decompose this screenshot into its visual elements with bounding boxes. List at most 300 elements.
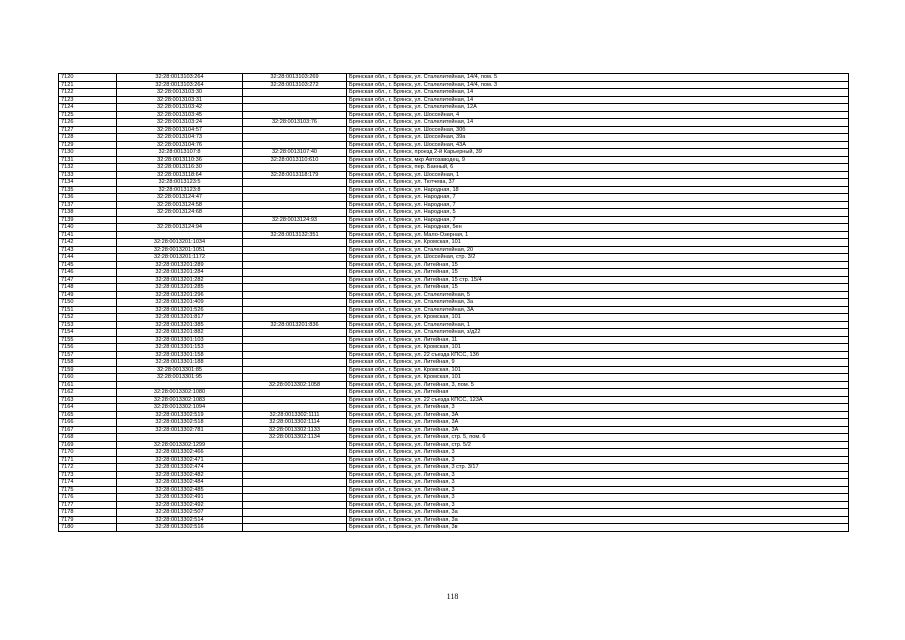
table-row xyxy=(59,434,849,442)
parent-cadastral-number-cell xyxy=(243,396,347,404)
table-row xyxy=(59,269,849,277)
address-cell: Брянская обл., г. Брянск, ул. Литейная, 3 xyxy=(347,456,849,464)
record-number-cell: 7178 xyxy=(59,509,117,517)
address-cell: Брянская обл., г. Брянск, ул. Шоссейная, 43А xyxy=(347,141,849,149)
parent-cadastral-number-cell xyxy=(243,284,347,292)
record-number-cell: 7132 xyxy=(59,164,117,172)
record-number-cell: 7149 xyxy=(59,291,117,299)
cadastral-number-cell: 32:28:0013123:5 xyxy=(117,179,243,187)
parent-cadastral-number-cell xyxy=(243,96,347,104)
cadastral-number-cell: 32:28:0013301:188 xyxy=(117,359,243,367)
parent-cadastral-number-cell: 32:28:0013110:610 xyxy=(243,156,347,164)
record-number-cell: 7176 xyxy=(59,494,117,502)
address-cell: Брянская обл., г. Брянск, ул. Народная, 7 xyxy=(347,194,849,202)
record-number-cell: 7122 xyxy=(59,89,117,97)
cadastral-number-cell: 32:28:0013201:817 xyxy=(117,314,243,322)
cadastral-number-cell: 32:28:0013302:781 xyxy=(117,426,243,434)
parent-cadastral-number-cell xyxy=(243,441,347,449)
table-row xyxy=(59,321,849,329)
table-row xyxy=(59,299,849,307)
record-number-cell: 7145 xyxy=(59,261,117,269)
cadastral-number-cell: 32:28:0013123:8 xyxy=(117,186,243,194)
record-number-cell: 7165 xyxy=(59,411,117,419)
cadastral-number-cell: 32:28:0013302:491 xyxy=(117,494,243,502)
table-row xyxy=(59,524,849,532)
parent-cadastral-number-cell xyxy=(243,246,347,254)
parent-cadastral-number-cell xyxy=(243,389,347,397)
table-row xyxy=(59,276,849,284)
parent-cadastral-number-cell xyxy=(243,269,347,277)
parent-cadastral-number-cell: 32:28:0013107:40 xyxy=(243,149,347,157)
address-cell: Брянская обл., г. Брянск, мкр Автозаводец, 9 xyxy=(347,156,849,164)
address-cell: Брянская обл., г. Брянск, ул. Литейная, стр. 5/2 xyxy=(347,441,849,449)
address-cell: Брянская обл., г. Брянск, ул. Сталелитейная, 14 xyxy=(347,89,849,97)
parent-cadastral-number-cell: 32:28:0013302:1133 xyxy=(243,426,347,434)
cadastral-number-cell: 32:28:0013302:1299 xyxy=(117,441,243,449)
cadastral-number-cell: 32:28:0013124:58 xyxy=(117,201,243,209)
parent-cadastral-number-cell xyxy=(243,314,347,322)
parent-cadastral-number-cell xyxy=(243,494,347,502)
address-cell: Брянская обл., г. Брянск, ул. Литейная, 3в xyxy=(347,524,849,532)
parent-cadastral-number-cell: 32:28:0013201:836 xyxy=(243,321,347,329)
cadastral-number-cell: 32:28:0013301:103 xyxy=(117,336,243,344)
parent-cadastral-number-cell xyxy=(243,239,347,247)
address-cell: Брянская обл., г. Брянск, ул. Кромская, 101 xyxy=(347,314,849,322)
address-cell: Брянская обл., г. Брянск, ул. Шоссейная, стр. 3/2 xyxy=(347,254,849,262)
cadastral-number-cell: 32:28:0013103:42 xyxy=(117,104,243,112)
parent-cadastral-number-cell xyxy=(243,479,347,487)
record-number-cell: 7156 xyxy=(59,344,117,352)
parent-cadastral-number-cell xyxy=(243,449,347,457)
cadastral-number-cell: 32:28:0013110:36 xyxy=(117,156,243,164)
table-row xyxy=(59,201,849,209)
cadastral-number-cell: 32:28:0013104:57 xyxy=(117,126,243,134)
record-number-cell: 7133 xyxy=(59,171,117,179)
cadastral-number-cell: 32:28:0013302:484 xyxy=(117,479,243,487)
table-row xyxy=(59,449,849,457)
record-number-cell: 7152 xyxy=(59,314,117,322)
cadastral-number-cell: 32:28:0013302:1083 xyxy=(117,396,243,404)
address-cell: Брянская обл., г. Брянск, ул. Литейная, 3а xyxy=(347,509,849,517)
table-row xyxy=(59,194,849,202)
record-number-cell: 7170 xyxy=(59,449,117,457)
cadastral-number-cell: 32:28:0013302:1080 xyxy=(117,389,243,397)
address-cell: Брянская обл., г. Брянск, ул. Литейная, 3 xyxy=(347,479,849,487)
parent-cadastral-number-cell: 32:28:0013124:93 xyxy=(243,216,347,224)
record-number-cell: 7137 xyxy=(59,201,117,209)
address-cell: Брянская обл., г. Брянск, ул. Сталелитейная, 5 xyxy=(347,291,849,299)
record-number-cell: 7167 xyxy=(59,426,117,434)
table-row xyxy=(59,366,849,374)
address-cell: Брянская обл., г. Брянск, ул. Литейная xyxy=(347,389,849,397)
table-row xyxy=(59,96,849,104)
table-row xyxy=(59,209,849,217)
record-number-cell: 7174 xyxy=(59,479,117,487)
address-cell: Брянская обл., г. Брянск, ул. Сталелитейная, 14/4, пом. 3 xyxy=(347,81,849,89)
record-number-cell: 7153 xyxy=(59,321,117,329)
cadastral-number-cell: 32:28:0013104:76 xyxy=(117,141,243,149)
table-row xyxy=(59,351,849,359)
table-row xyxy=(59,216,849,224)
record-number-cell: 7154 xyxy=(59,329,117,337)
parent-cadastral-number-cell xyxy=(243,291,347,299)
address-cell: Брянская обл., г. Брянск, проезд 2-й Карьерный, 39 xyxy=(347,149,849,157)
address-cell: Брянская обл., г. Брянск, ул. Литейная, 3А xyxy=(347,411,849,419)
parent-cadastral-number-cell: 32:28:0013103:272 xyxy=(243,81,347,89)
address-cell: Брянская обл., г. Брянск, ул. 22 съезда КПСС, 123А xyxy=(347,396,849,404)
cadastral-number-cell: 32:28:0013104:73 xyxy=(117,134,243,142)
address-cell: Брянская обл., г. Брянск, ул. Народная, 5ен xyxy=(347,224,849,232)
record-number-cell: 7125 xyxy=(59,111,117,119)
cadastral-number-cell: 32:28:0013301:95 xyxy=(117,374,243,382)
address-cell: Брянская обл., г. Брянск, ул. Сталелитейная, 14 xyxy=(347,96,849,104)
address-cell: Брянская обл., г. Брянск, ул. Литейная, 15 xyxy=(347,261,849,269)
record-number-cell: 7163 xyxy=(59,396,117,404)
address-cell: Брянская обл., г. Брянск, ул. Народная, 5 xyxy=(347,209,849,217)
record-number-cell: 7162 xyxy=(59,389,117,397)
parent-cadastral-number-cell xyxy=(243,509,347,517)
record-number-cell: 7143 xyxy=(59,246,117,254)
cadastral-number-cell: 32:28:0013302:485 xyxy=(117,486,243,494)
address-cell: Брянская обл., г. Брянск, ул. Литейная, 3 xyxy=(347,471,849,479)
address-cell: Брянская обл., г. Брянск, ул. Сталелитейная, 14 xyxy=(347,119,849,127)
record-number-cell: 7150 xyxy=(59,299,117,307)
record-number-cell: 7140 xyxy=(59,224,117,232)
parent-cadastral-number-cell xyxy=(243,471,347,479)
address-cell: Брянская обл., г. Брянск, ул. Сталелитейная, 3А xyxy=(347,306,849,314)
table-row xyxy=(59,74,849,82)
address-cell: Брянская обл., г. Брянск, ул. Шоссейная, 30б xyxy=(347,126,849,134)
parent-cadastral-number-cell xyxy=(243,89,347,97)
table-row xyxy=(59,381,849,389)
parent-cadastral-number-cell xyxy=(243,344,347,352)
record-number-cell: 7135 xyxy=(59,186,117,194)
record-number-cell: 7157 xyxy=(59,351,117,359)
record-number-cell: 7128 xyxy=(59,134,117,142)
cadastral-number-cell: 32:28:0013301:158 xyxy=(117,351,243,359)
cadastral-number-cell: 32:28:0013201:1051 xyxy=(117,246,243,254)
table-row xyxy=(59,81,849,89)
cadastral-number-cell: 32:28:0013103:24 xyxy=(117,119,243,127)
cadastral-number-cell: 32:28:0013201:284 xyxy=(117,269,243,277)
registry-table xyxy=(58,73,849,532)
table-row xyxy=(59,486,849,494)
record-number-cell: 7126 xyxy=(59,119,117,127)
record-number-cell: 7151 xyxy=(59,306,117,314)
record-number-cell: 7166 xyxy=(59,419,117,427)
address-cell: Брянская обл., г. Брянск, ул. Литейная, 3А xyxy=(347,419,849,427)
table-row xyxy=(59,509,849,517)
table-row xyxy=(59,464,849,472)
cadastral-number-cell: 32:28:0013302:519 xyxy=(117,411,243,419)
record-number-cell: 7120 xyxy=(59,74,117,82)
parent-cadastral-number-cell xyxy=(243,186,347,194)
table-row xyxy=(59,329,849,337)
address-cell: Брянская обл., г. Брянск, ул. Литейная, 11 xyxy=(347,336,849,344)
parent-cadastral-number-cell xyxy=(243,404,347,412)
address-cell: Брянская обл., г. Брянск, ул. Сталелитейная, 14/4, пом. 5 xyxy=(347,74,849,82)
record-number-cell: 7124 xyxy=(59,104,117,112)
record-number-cell: 7139 xyxy=(59,216,117,224)
address-cell: Брянская обл., г. Брянск, ул. Литейная, 3 xyxy=(347,501,849,509)
table-row xyxy=(59,179,849,187)
parent-cadastral-number-cell: 32:28:0013103:76 xyxy=(243,119,347,127)
parent-cadastral-number-cell xyxy=(243,111,347,119)
address-cell: Брянская обл., г. Брянск, ул. Литейная, 3 xyxy=(347,486,849,494)
parent-cadastral-number-cell xyxy=(243,194,347,202)
record-number-cell: 7161 xyxy=(59,381,117,389)
address-cell: Брянская обл., г. Брянск, ул. Литейная, 3 xyxy=(347,404,849,412)
table-row xyxy=(59,479,849,487)
record-number-cell: 7173 xyxy=(59,471,117,479)
address-cell: Брянская обл., г. Брянск, ул. Сталелитейная, з/д22 xyxy=(347,329,849,337)
parent-cadastral-number-cell xyxy=(243,336,347,344)
parent-cadastral-number-cell: 32:28:0013302:1058 xyxy=(243,381,347,389)
table-row xyxy=(59,419,849,427)
record-number-cell: 7144 xyxy=(59,254,117,262)
record-number-cell: 7131 xyxy=(59,156,117,164)
cadastral-number-cell: 32:28:0013116:30 xyxy=(117,164,243,172)
cadastral-number-cell: 32:28:0013301:85 xyxy=(117,366,243,374)
record-number-cell: 7123 xyxy=(59,96,117,104)
table-row xyxy=(59,231,849,239)
table-row xyxy=(59,456,849,464)
parent-cadastral-number-cell: 32:28:0013132:351 xyxy=(243,231,347,239)
table-row xyxy=(59,494,849,502)
parent-cadastral-number-cell xyxy=(243,201,347,209)
table-row xyxy=(59,441,849,449)
cadastral-number-cell: 32:28:0013302:514 xyxy=(117,516,243,524)
cadastral-number-cell: 32:28:0013103:264 xyxy=(117,74,243,82)
record-number-cell: 7172 xyxy=(59,464,117,472)
parent-cadastral-number-cell: 32:28:0013302:1114 xyxy=(243,419,347,427)
cadastral-number-cell: 32:28:0013103:31 xyxy=(117,96,243,104)
cadastral-number-cell: 32:28:0013201:882 xyxy=(117,329,243,337)
table-row xyxy=(59,186,849,194)
record-number-cell: 7180 xyxy=(59,524,117,532)
address-cell: Брянская обл., г. Брянск, ул. Мало-Озерная, 1 xyxy=(347,231,849,239)
table-row xyxy=(59,396,849,404)
record-number-cell: 7146 xyxy=(59,269,117,277)
address-cell: Брянская обл., г. Брянск, ул. Сталелитейная, 1 xyxy=(347,321,849,329)
table-row xyxy=(59,359,849,367)
record-number-cell: 7179 xyxy=(59,516,117,524)
address-cell: Брянская обл., г. Брянск, ул. Шоссейная, 1 xyxy=(347,171,849,179)
parent-cadastral-number-cell xyxy=(243,104,347,112)
record-number-cell: 7136 xyxy=(59,194,117,202)
table-row xyxy=(59,411,849,419)
table-row xyxy=(59,171,849,179)
cadastral-number-cell xyxy=(117,216,243,224)
cadastral-number-cell xyxy=(117,381,243,389)
table-row xyxy=(59,501,849,509)
table-row xyxy=(59,224,849,232)
table-row xyxy=(59,134,849,142)
address-cell: Брянская обл., г. Брянск, ул. Литейная, 15 xyxy=(347,284,849,292)
page-number: 118 xyxy=(446,592,459,601)
address-cell: Брянская обл., г. Брянск, ул. Кромская, 101 xyxy=(347,366,849,374)
table-row xyxy=(59,261,849,269)
table-row xyxy=(59,254,849,262)
parent-cadastral-number-cell: 32:28:0013302:1111 xyxy=(243,411,347,419)
address-cell: Брянская обл., г. Брянск, ул. Кромская, 101 xyxy=(347,344,849,352)
cadastral-number-cell: 32:28:0013103:264 xyxy=(117,81,243,89)
record-number-cell: 7141 xyxy=(59,231,117,239)
record-number-cell: 7148 xyxy=(59,284,117,292)
cadastral-number-cell: 32:28:0013302:518 xyxy=(117,419,243,427)
parent-cadastral-number-cell xyxy=(243,501,347,509)
record-number-cell: 7175 xyxy=(59,486,117,494)
cadastral-number-cell: 32:28:0013201:285 xyxy=(117,284,243,292)
cadastral-number-cell xyxy=(117,231,243,239)
address-cell: Брянская обл., г. Брянск, ул. Литейная, 15 стр. 15/4 xyxy=(347,276,849,284)
table-row xyxy=(59,516,849,524)
table-row xyxy=(59,291,849,299)
parent-cadastral-number-cell xyxy=(243,366,347,374)
cadastral-number-cell: 32:28:0013201:1034 xyxy=(117,239,243,247)
cadastral-number-cell: 32:28:0013201:1172 xyxy=(117,254,243,262)
parent-cadastral-number-cell: 32:28:0013118:179 xyxy=(243,171,347,179)
address-cell: Брянская обл., г. Брянск, ул. Тютчева, 37 xyxy=(347,179,849,187)
address-cell: Брянская обл., г. Брянск, ул. 22 съезда КПСС, 13б xyxy=(347,351,849,359)
cadastral-number-cell: 32:28:0013302:466 xyxy=(117,449,243,457)
cadastral-number-cell: 32:28:0013201:409 xyxy=(117,299,243,307)
address-cell: Брянская обл., г. Брянск, пер. Банный, 6 xyxy=(347,164,849,172)
address-cell: Брянская обл., г. Брянск, ул. Литейная, 9 xyxy=(347,359,849,367)
cadastral-number-cell: 32:28:0013201:289 xyxy=(117,261,243,269)
cadastral-number-cell: 32:28:0013201:282 xyxy=(117,276,243,284)
table-row xyxy=(59,119,849,127)
parent-cadastral-number-cell xyxy=(243,164,347,172)
parent-cadastral-number-cell: 32:28:0013103:269 xyxy=(243,74,347,82)
registry-table-body xyxy=(59,74,849,532)
cadastral-number-cell: 32:28:0013302:482 xyxy=(117,471,243,479)
record-number-cell: 7168 xyxy=(59,434,117,442)
cadastral-number-cell: 32:28:0013124:94 xyxy=(117,224,243,232)
address-cell: Брянская обл., г. Брянск, ул. Литейная, 3 xyxy=(347,449,849,457)
table-row xyxy=(59,471,849,479)
address-cell: Брянская обл., г. Брянск, ул. Народная, 7 xyxy=(347,201,849,209)
address-cell: Брянская обл., г. Брянск, ул. Кромская, 101 xyxy=(347,374,849,382)
address-cell: Брянская обл., г. Брянск, ул. Литейная, 3а xyxy=(347,516,849,524)
table-row xyxy=(59,389,849,397)
parent-cadastral-number-cell xyxy=(243,141,347,149)
address-cell: Брянская обл., г. Брянск, ул. Кромская, 101 xyxy=(347,239,849,247)
table-row xyxy=(59,284,849,292)
table-row xyxy=(59,164,849,172)
table-row xyxy=(59,404,849,412)
parent-cadastral-number-cell: 32:28:0013302:1134 xyxy=(243,434,347,442)
table-row xyxy=(59,156,849,164)
address-cell: Брянская обл., г. Брянск, ул. Литейная, 3 xyxy=(347,494,849,502)
parent-cadastral-number-cell xyxy=(243,359,347,367)
cadastral-number-cell: 32:28:0013107:8 xyxy=(117,149,243,157)
table-row xyxy=(59,239,849,247)
record-number-cell: 7134 xyxy=(59,179,117,187)
parent-cadastral-number-cell xyxy=(243,134,347,142)
table-row xyxy=(59,126,849,134)
address-cell: Брянская обл., г. Брянск, ул. Литейная, 3А xyxy=(347,426,849,434)
address-cell: Брянская обл., г. Брянск, ул. Сталелитейная, 20 xyxy=(347,246,849,254)
record-number-cell: 7171 xyxy=(59,456,117,464)
table-row xyxy=(59,314,849,322)
parent-cadastral-number-cell xyxy=(243,224,347,232)
record-number-cell: 7158 xyxy=(59,359,117,367)
parent-cadastral-number-cell xyxy=(243,306,347,314)
parent-cadastral-number-cell xyxy=(243,299,347,307)
parent-cadastral-number-cell xyxy=(243,179,347,187)
cadastral-number-cell: 32:28:0013302:471 xyxy=(117,456,243,464)
table-row xyxy=(59,344,849,352)
record-number-cell: 7155 xyxy=(59,336,117,344)
cadastral-number-cell: 32:28:0013201:526 xyxy=(117,306,243,314)
parent-cadastral-number-cell xyxy=(243,524,347,532)
record-number-cell: 7164 xyxy=(59,404,117,412)
address-cell: Брянская обл., г. Брянск, ул. Шоссейная, 39а xyxy=(347,134,849,142)
table-row xyxy=(59,149,849,157)
record-number-cell: 7142 xyxy=(59,239,117,247)
address-cell: Брянская обл., г. Брянск, ул. Литейная, 15 xyxy=(347,269,849,277)
address-cell: Брянская обл., г. Брянск, ул. Литейная, 3, пом. 5 xyxy=(347,381,849,389)
table-row xyxy=(59,141,849,149)
address-cell: Брянская обл., г. Брянск, ул. Народная, 18 xyxy=(347,186,849,194)
record-number-cell: 7127 xyxy=(59,126,117,134)
parent-cadastral-number-cell xyxy=(243,126,347,134)
table-row xyxy=(59,104,849,112)
address-cell: Брянская обл., г. Брянск, ул. Литейная, стр. 5, пом. 6 xyxy=(347,434,849,442)
cadastral-number-cell: 32:28:0013302:516 xyxy=(117,524,243,532)
record-number-cell: 7147 xyxy=(59,276,117,284)
table-row xyxy=(59,426,849,434)
cadastral-number-cell: 32:28:0013103:30 xyxy=(117,89,243,97)
parent-cadastral-number-cell xyxy=(243,456,347,464)
table-row xyxy=(59,246,849,254)
cadastral-number-cell: 32:28:0013302:1094 xyxy=(117,404,243,412)
address-cell: Брянская обл., г. Брянск, ул. Народная, 7 xyxy=(347,216,849,224)
cadastral-number-cell: 32:28:0013201:296 xyxy=(117,291,243,299)
table-row xyxy=(59,306,849,314)
cadastral-number-cell xyxy=(117,434,243,442)
record-number-cell: 7129 xyxy=(59,141,117,149)
cadastral-number-cell: 32:28:0013118:64 xyxy=(117,171,243,179)
parent-cadastral-number-cell xyxy=(243,254,347,262)
record-number-cell: 7138 xyxy=(59,209,117,217)
parent-cadastral-number-cell xyxy=(243,351,347,359)
cadastral-number-cell: 32:28:0013301:153 xyxy=(117,344,243,352)
cadastral-number-cell: 32:28:0013302:507 xyxy=(117,509,243,517)
parent-cadastral-number-cell xyxy=(243,329,347,337)
record-number-cell: 7121 xyxy=(59,81,117,89)
table-row xyxy=(59,374,849,382)
parent-cadastral-number-cell xyxy=(243,276,347,284)
cadastral-number-cell: 32:28:0013302:492 xyxy=(117,501,243,509)
parent-cadastral-number-cell xyxy=(243,516,347,524)
record-number-cell: 7130 xyxy=(59,149,117,157)
record-number-cell: 7159 xyxy=(59,366,117,374)
table-row xyxy=(59,89,849,97)
parent-cadastral-number-cell xyxy=(243,374,347,382)
cadastral-number-cell: 32:28:0013124:47 xyxy=(117,194,243,202)
cadastral-number-cell: 32:28:0013124:68 xyxy=(117,209,243,217)
cadastral-number-cell: 32:28:0013103:45 xyxy=(117,111,243,119)
parent-cadastral-number-cell xyxy=(243,209,347,217)
table-row xyxy=(59,336,849,344)
cadastral-number-cell: 32:28:0013201:385 xyxy=(117,321,243,329)
address-cell: Брянская обл., г. Брянск, ул. Сталелитейная, 3а xyxy=(347,299,849,307)
record-number-cell: 7169 xyxy=(59,441,117,449)
address-cell: Брянская обл., г. Брянск, ул. Сталелитейная, 12А xyxy=(347,104,849,112)
address-cell: Брянская обл., г. Брянск, ул. Литейная, 3 стр. 3/17 xyxy=(347,464,849,472)
